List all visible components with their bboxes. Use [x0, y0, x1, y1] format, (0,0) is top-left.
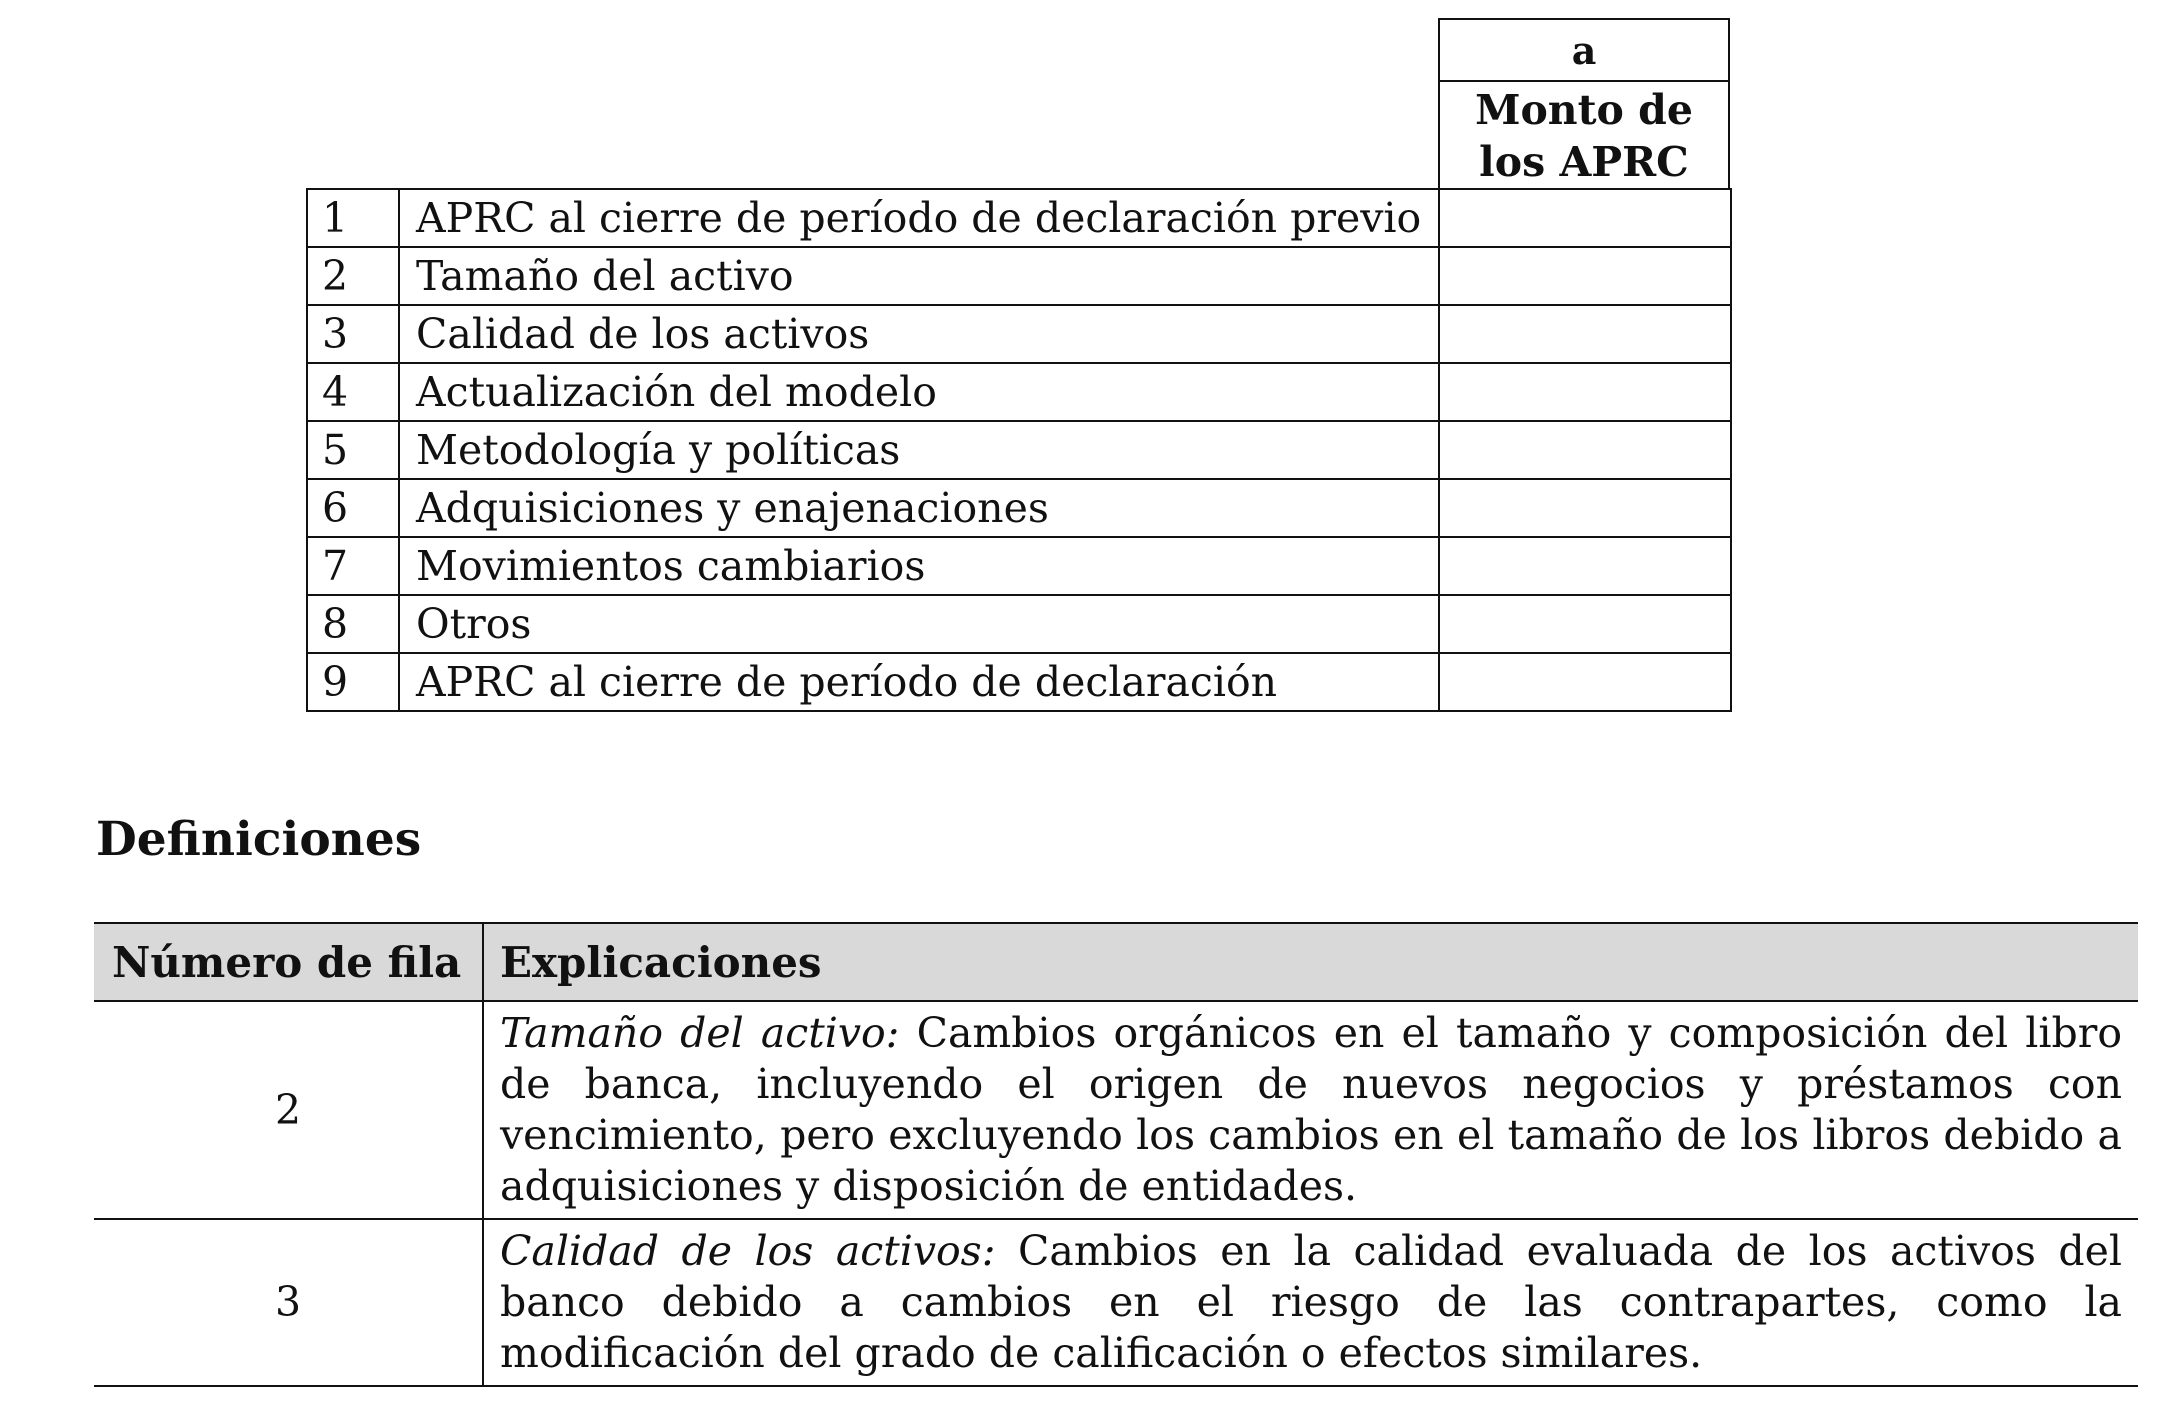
definitions-heading: Definiciones	[96, 812, 422, 867]
row-number: 3	[307, 305, 399, 363]
definition-row-number: 2	[94, 1001, 483, 1219]
row-number: 6	[307, 479, 399, 537]
amount-cell	[1439, 537, 1731, 595]
row-label: Adquisiciones y enajenaciones	[399, 479, 1439, 537]
definition-text: Cambios en la calidad evaluada de los activos del banco debido a cambios en el riesgo de las contrapartes, como la modificación del grado de calificación o efectos similares.	[500, 1227, 2122, 1377]
row-label: Metodología y políticas	[399, 421, 1439, 479]
row-number: 8	[307, 595, 399, 653]
row-label: Tamaño del activo	[399, 247, 1439, 305]
amount-cell	[1439, 479, 1731, 537]
amount-cell	[1439, 363, 1731, 421]
aprc-column-header	[1438, 18, 1730, 190]
row-label: APRC al cierre de período de declaración previo	[399, 189, 1439, 247]
row-number: 5	[307, 421, 399, 479]
definitions-table	[94, 922, 2138, 1387]
header-explanations: Explicaciones	[483, 923, 2138, 1001]
table-row	[307, 247, 1731, 305]
table-row	[307, 653, 1731, 711]
row-label: Actualización del modelo	[399, 363, 1439, 421]
definition-term: Calidad de los activos:	[500, 1227, 996, 1275]
table-row	[307, 479, 1731, 537]
row-label: Calidad de los activos	[399, 305, 1439, 363]
row-number: 9	[307, 653, 399, 711]
amount-cell	[1439, 189, 1731, 247]
definitions-header-row	[94, 923, 2138, 1001]
header-row-number: Número de fila	[94, 923, 483, 1001]
table-row	[307, 305, 1731, 363]
row-number: 4	[307, 363, 399, 421]
table-row	[307, 189, 1731, 247]
amount-cell	[1439, 595, 1731, 653]
amount-cell	[1439, 247, 1731, 305]
aprc-table	[306, 188, 1732, 712]
row-label: Movimientos cambiarios	[399, 537, 1439, 595]
table-row	[307, 595, 1731, 653]
definition-term: Tamaño del activo:	[500, 1009, 900, 1057]
column-letter: a	[1440, 20, 1728, 82]
table-row	[94, 1219, 2138, 1386]
amount-cell	[1439, 305, 1731, 363]
column-title: Monto de los APRC	[1475, 86, 1693, 186]
definition-row-number: 3	[94, 1219, 483, 1386]
definition-explanation	[483, 1001, 2138, 1219]
row-number: 2	[307, 247, 399, 305]
table-row	[307, 421, 1731, 479]
definition-explanation	[483, 1219, 2138, 1386]
amount-cell	[1439, 653, 1731, 711]
row-number: 7	[307, 537, 399, 595]
table-row	[307, 537, 1731, 595]
table-row	[307, 363, 1731, 421]
row-label: Otros	[399, 595, 1439, 653]
row-number: 1	[307, 189, 399, 247]
table-row	[94, 1001, 2138, 1219]
definition-text: Cambios orgánicos en el tamaño y composición del libro de banca, incluyendo el origen de nuevos negocios y préstamos con vencimiento, pero excluyendo los cambios en el tamaño de los libros debido a adquisiciones y disposición de entidades.	[500, 1009, 2122, 1210]
amount-cell	[1439, 421, 1731, 479]
row-label: APRC al cierre de período de declaración	[399, 653, 1439, 711]
